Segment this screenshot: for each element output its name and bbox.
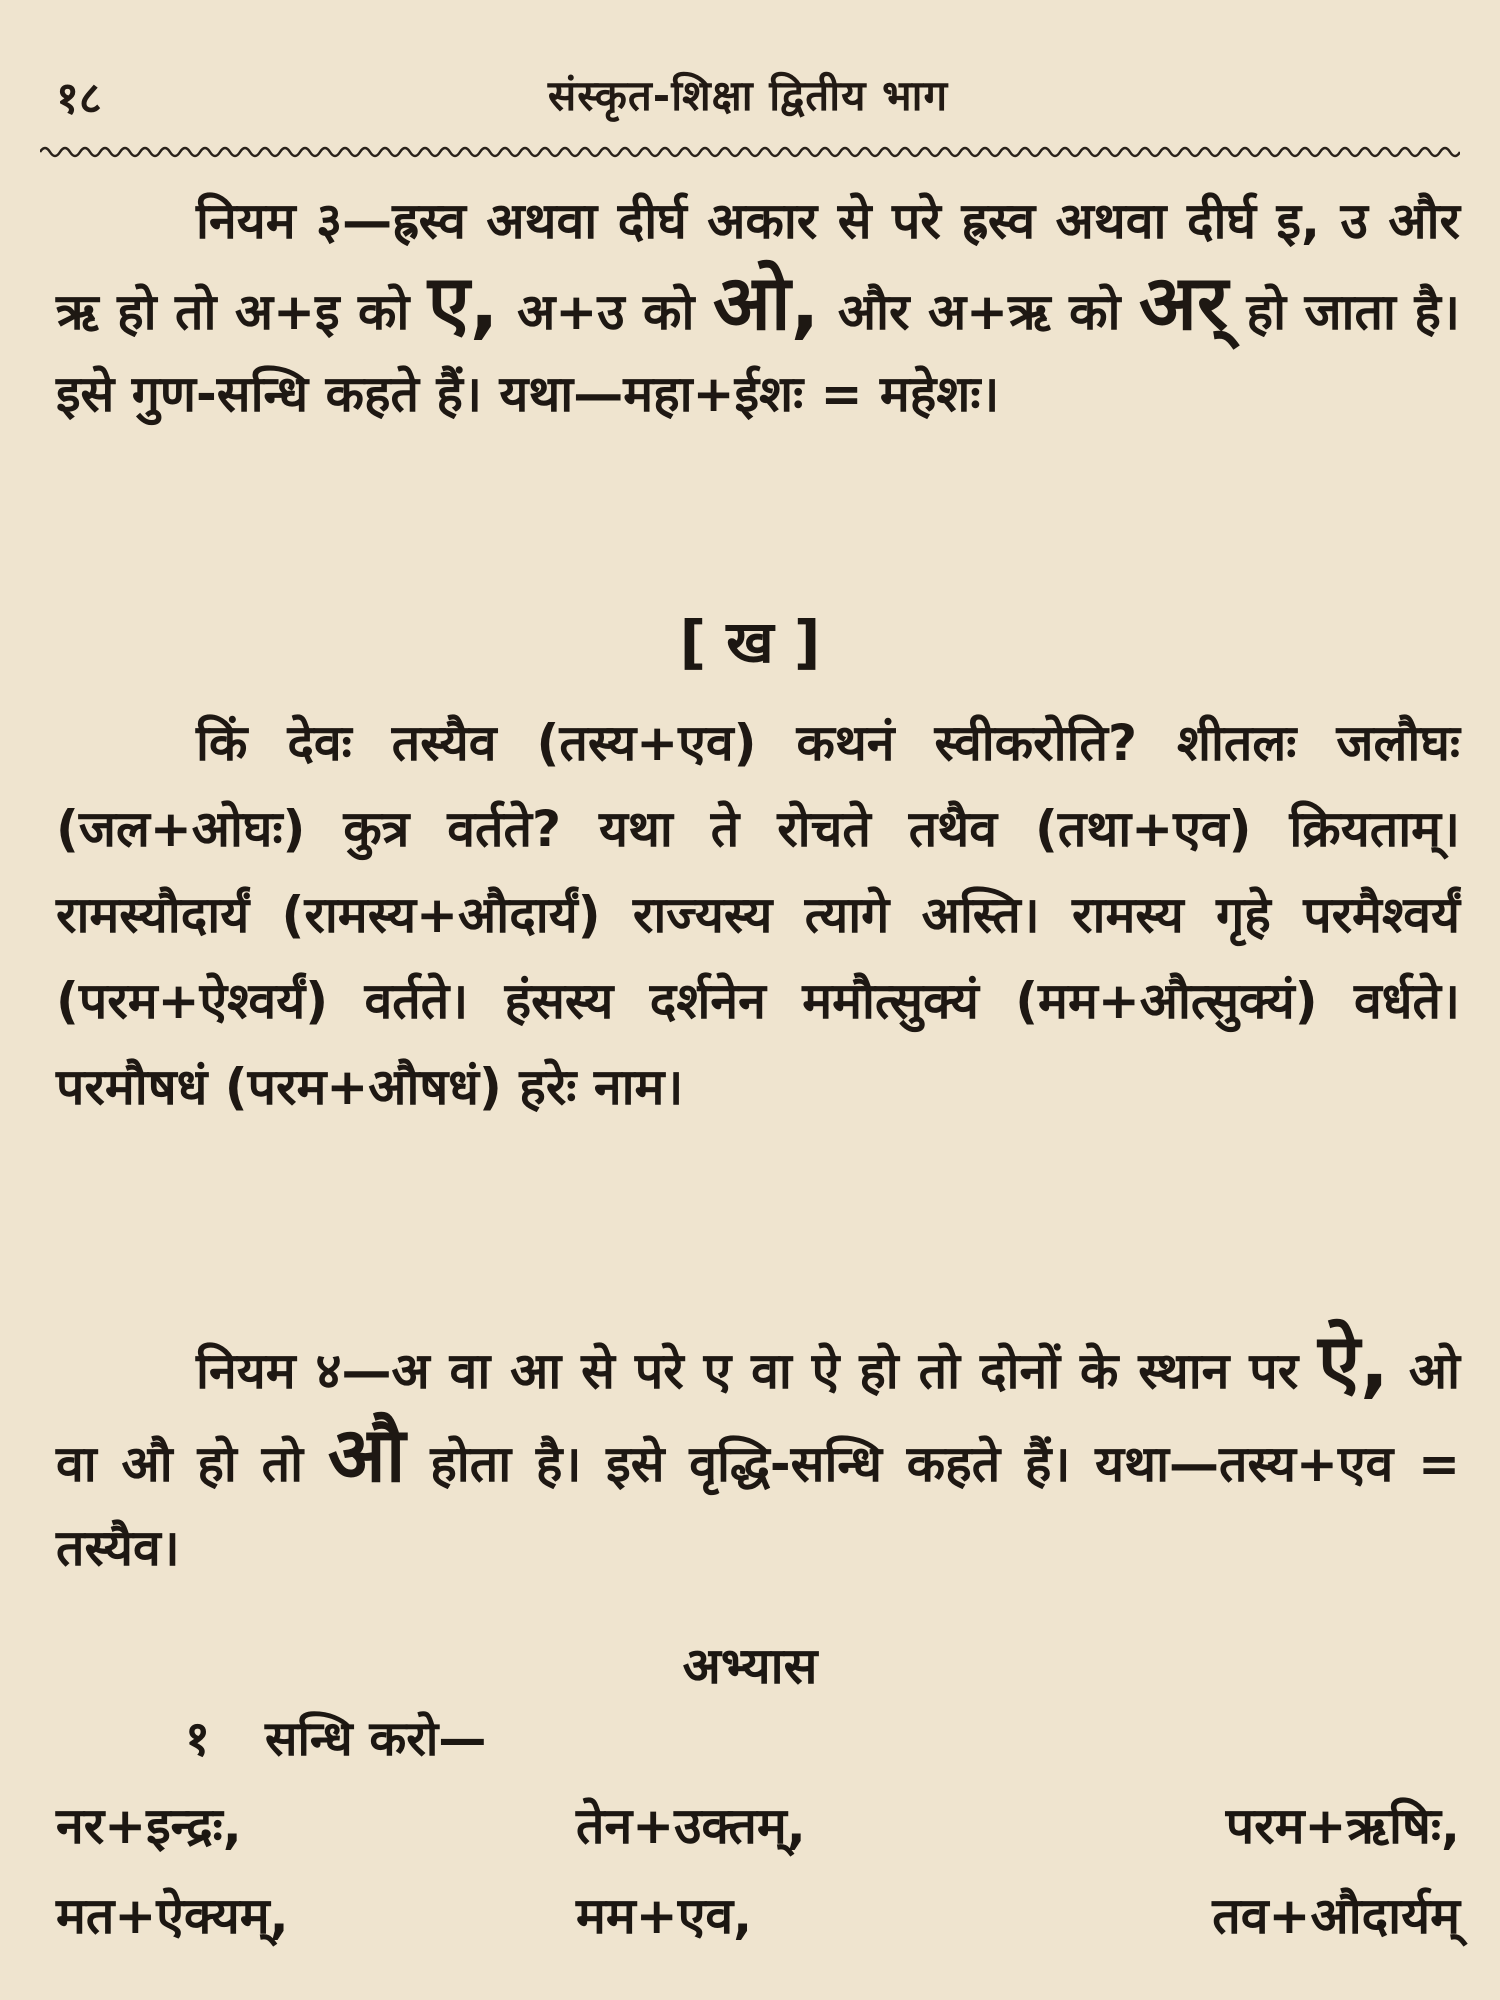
rule-4-text-a: नियम ४—अ वा आ से परे ए वा ऐ हो तो दोनों के स्थान पर — [196, 1342, 1299, 1400]
exercise-item: तेन+उक्तम्, — [576, 1797, 806, 1855]
vowel-o-highlight: ओ, — [712, 258, 820, 347]
vowel-e-highlight: ए, — [427, 258, 499, 347]
exercise-item: परम+ऋषिः, — [1225, 1797, 1460, 1855]
ar-highlight: अर् — [1138, 258, 1229, 347]
rule-4-text-c: होता है। इसे वृद्धि-सन्धि कहते हैं। यथा—तस्य+एव = तस्यैव। — [56, 1435, 1460, 1577]
question-text: सन्धि करो— — [265, 1711, 487, 1767]
running-title: संस्कृत-शिक्षा द्वितीय भाग — [547, 71, 949, 120]
rule-4-paragraph — [56, 1317, 1460, 1590]
examples-paragraph — [56, 700, 1460, 1130]
exercise-heading: अभ्यास — [682, 1637, 818, 1695]
rule-4-text-b: ओ वा औ हो तो — [56, 1342, 1460, 1493]
rule-3-paragraph — [56, 180, 1460, 435]
wavy-divider — [40, 140, 1460, 164]
question-number: १ — [185, 1711, 210, 1767]
vowel-ai-highlight: ऐ, — [1318, 1317, 1389, 1406]
rule-3-text-d: हो जाता है। इसे गुण-सन्धि कहते हैं। यथा—महा+ईशः = महेशः। — [56, 283, 1460, 423]
exercise-item: मम+एव, — [576, 1887, 753, 1945]
rule-3-text-c: और अ+ऋ को — [837, 283, 1121, 341]
vowel-au-highlight: औ — [327, 1410, 406, 1499]
exercise-item: नर+इन्द्रः, — [56, 1797, 242, 1855]
question-1 — [185, 1705, 486, 1770]
exercise-row — [56, 1790, 1460, 1870]
examples-text: किं देवः तस्यैव (तस्य+एव) कथनं स्वीकरोति? शीतलः जलौघः (जल+ओघः) कुत्र वर्तते? यथा ते रोचते तथैव (तथा+एव) क्रियताम्। रामस्यौदार्यं (रामस्य+औदार्यं) राज्यस्य त्यागे अस्ति। रामस्य गृहे परमैश्वर्यं (परम+ऐश्वर्यं) वर्तते। हंसस्य दर्शनेन ममौत्सुक्यं (मम+औत्सुक्यं) वर्धते। परमौषधं (परम+औषधं) हरेः नाम। — [56, 714, 1460, 1116]
exercise-row — [56, 1880, 1460, 1960]
rule-3-text-b: अ+उ को — [517, 283, 695, 341]
page-header — [56, 62, 1440, 132]
exercise-item: मत+ऐक्यम्, — [56, 1887, 289, 1945]
exercise-item: तव+औदार्यम् — [1212, 1887, 1460, 1945]
page-number: १८ — [56, 73, 102, 124]
section-heading-kha: [ ख ] — [679, 608, 821, 676]
rule-3-text-a: नियम ३—ह्रस्व अथवा दीर्घ अकार से परे ह्रस्व अथवा दीर्घ इ, उ और ऋ हो तो अ+इ को — [56, 192, 1460, 341]
